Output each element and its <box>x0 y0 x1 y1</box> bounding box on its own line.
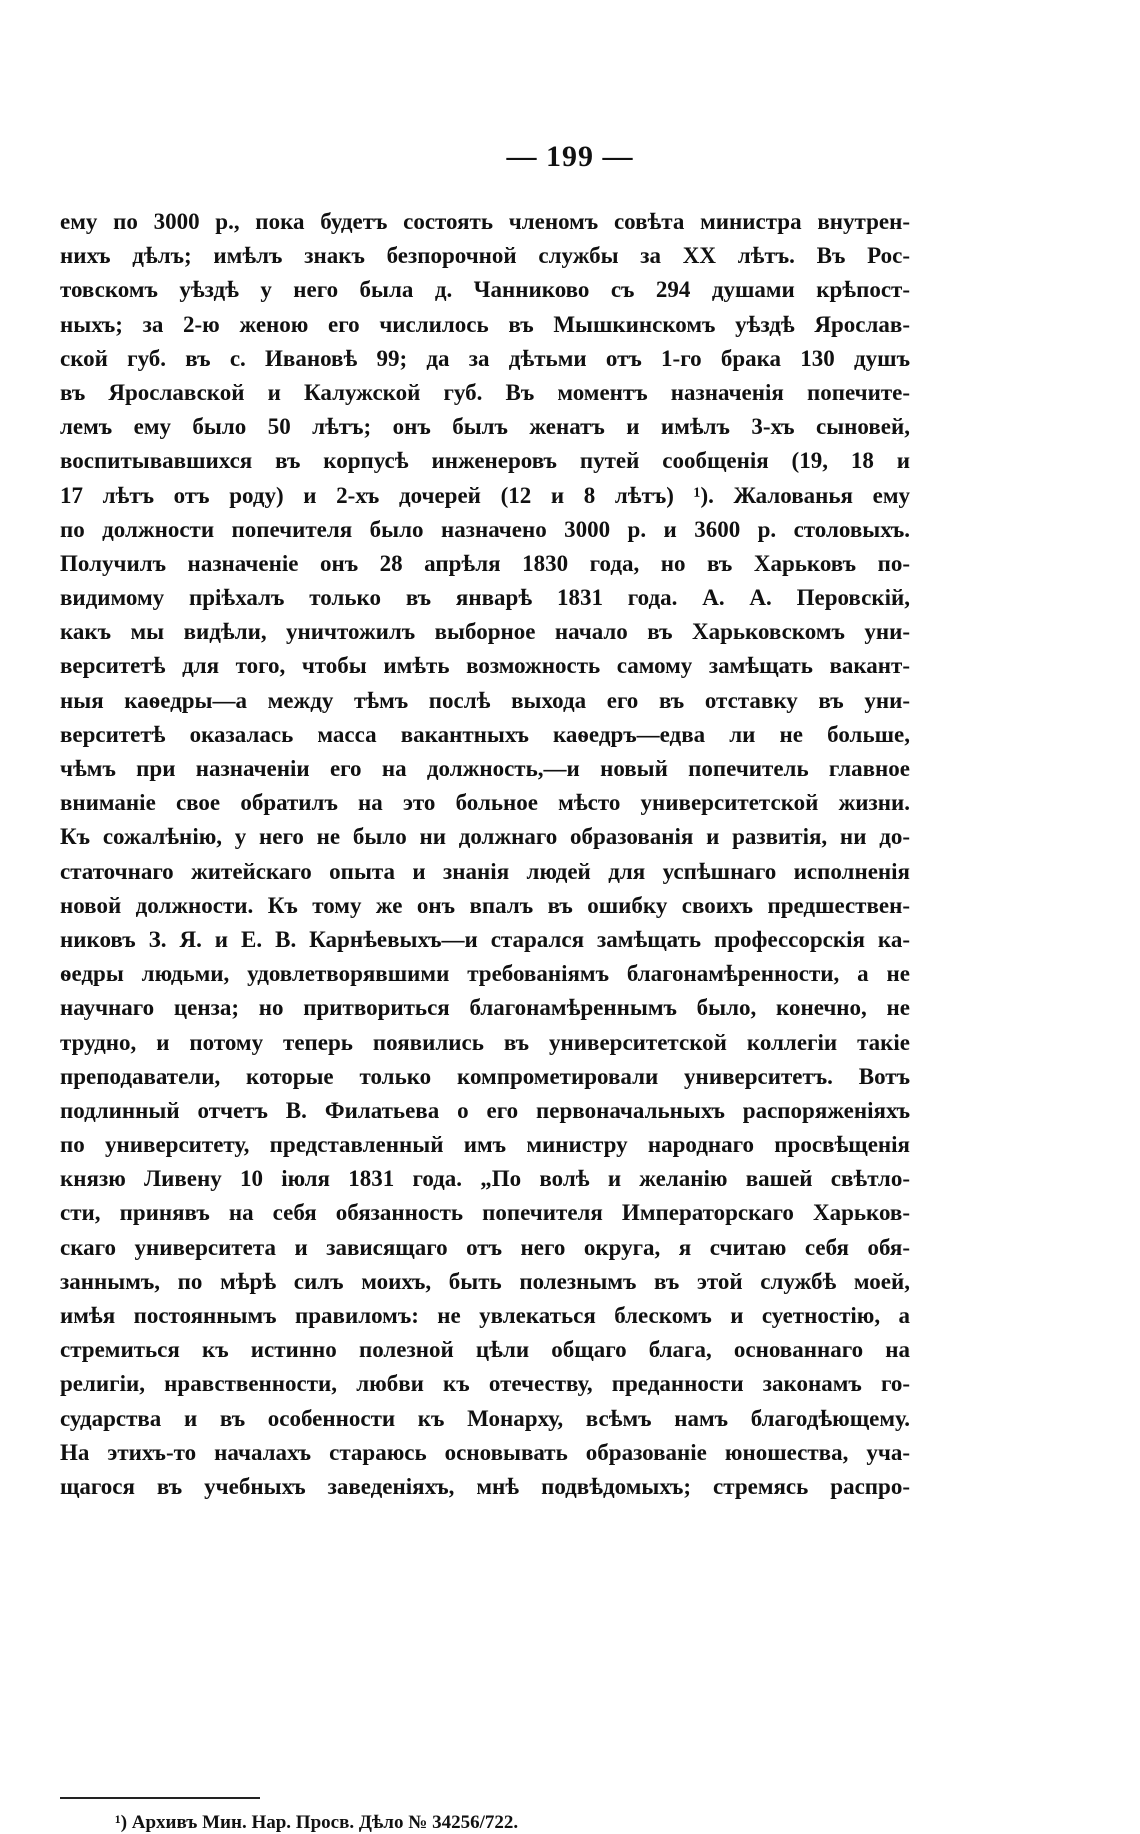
text-line: лемъ ему было 50 лѣтъ; онъ былъ женатъ и имѣлъ 3-хъ сыновей, <box>60 414 910 440</box>
text-line: религіи, нравственности, любви къ отечеству, преданности законамъ го- <box>60 1371 910 1397</box>
footnote-rule <box>60 1797 260 1799</box>
text-line: подлинный отчетъ В. Филатьева о его первоначальныхъ распоряженіяхъ <box>60 1097 910 1123</box>
text-line: ныхъ; за 2-ю женою его числилось въ Мышкинскомъ уѣздѣ Ярослав- <box>60 311 910 337</box>
text-line: ныя каѳедры—а между тѣмъ послѣ выхода его въ отставку въ уни- <box>60 687 910 713</box>
text-line: ѳедры людьми, удовлетворявшими требованіямъ благонамѣренности, а не <box>60 961 910 987</box>
text-line: видимому пріѣхалъ только въ январѣ 1831 года. А. А. Перовскій, <box>60 585 910 611</box>
text-line: вниманіе свое обратилъ на это больное мѣсто университетской жизни. <box>60 790 910 816</box>
text-line: ской губ. въ с. Ивановѣ 99; да за дѣтьми отъ 1-го брака 130 душъ <box>60 345 910 371</box>
text-line: сти, принявъ на себя обязанность попечителя Императорскаго Харьков- <box>60 1200 910 1226</box>
text-line: воспитывавшихся въ корпусѣ инженеровъ путей сообщенія (19, 18 и <box>60 448 910 474</box>
text-line: верситетѣ оказалась масса вакантныхъ каѳедръ—едва ли не больше, <box>60 721 910 747</box>
text-line: по должности попечителя было назначено 3000 р. и 3600 р. столовыхъ. <box>60 516 910 542</box>
text-line: чѣмъ при назначеніи его на должность,—и новый попечитель главное <box>60 756 910 781</box>
text-line: князю Ливену 10 іюля 1831 года. „По волѣ и желанію вашей свѣтло- <box>60 1166 910 1192</box>
text-line: скаго университета и зависящаго отъ него округа, я считаю себя обя- <box>60 1234 910 1260</box>
text-line: щагося въ учебныхъ заведеніяхъ, мнѣ подвѣдомыхъ; стремясь распро- <box>60 1473 910 1499</box>
body-text <box>60 205 910 1504</box>
text-line: 17 лѣтъ отъ роду) и 2-хъ дочерей (12 и 8 лѣтъ) ¹). Жалованья ему <box>60 482 910 508</box>
text-line: никовъ З. Я. и Е. В. Карнѣевыхъ—и старался замѣщать профессорскія ка- <box>60 926 910 952</box>
text-line: сударства и въ особенности къ Монарху, всѣмъ намъ благодѣющему. <box>60 1405 910 1431</box>
text-line: трудно, и потому теперь появились въ университетской коллегіи такіе <box>60 1029 910 1055</box>
text-line: нихъ дѣлъ; имѣлъ знакъ безпорочной службы за XX лѣтъ. Въ Рос- <box>60 243 910 269</box>
page-number: — 199 — <box>506 140 634 173</box>
text-line: товскомъ уѣздѣ у него была д. Чанниково съ 294 душами крѣпост- <box>60 277 910 303</box>
text-line: имѣя постояннымъ правиломъ: не увлекаться блескомъ и суетностію, а <box>60 1303 910 1328</box>
text-line: стремиться къ истинно полезной цѣли общаго блага, основаннаго на <box>60 1337 910 1363</box>
text-line: новой должности. Къ тому же онъ впалъ въ ошибку своихъ предшествен- <box>60 892 910 918</box>
text-line: въ Ярославской и Калужской губ. Въ моментъ назначенія попечите- <box>60 379 910 405</box>
text-line: заннымъ, по мѣрѣ силъ моихъ, быть полезнымъ въ этой службѣ моей, <box>60 1268 910 1294</box>
text-line: ему по 3000 р., пока будетъ состоять членомъ совѣта министра внутрен- <box>60 209 910 234</box>
text-line: какъ мы видѣли, уничтожилъ выборное начало въ Харьковскомъ уни- <box>60 619 910 645</box>
footnote: ¹) Архивъ Мин. Нар. Просв. Дѣло № 34256/722. <box>115 1812 519 1833</box>
text-line: На этихъ-то началахъ стараюсь основывать образованіе юношества, уча- <box>60 1439 910 1465</box>
text-line: статочнаго житейскаго опыта и знанія людей для успѣшнаго исполненія <box>60 858 910 884</box>
text-line: Получилъ назначеніе онъ 28 апрѣля 1830 года, но въ Харьковъ по- <box>60 550 910 576</box>
text-line: Къ сожалѣнію, у него не было ни должнаго образованія и развитія, ни до- <box>60 824 910 850</box>
text-line: по университету, представленный имъ министру народнаго просвѣщенія <box>60 1132 910 1158</box>
text-line: верситетѣ для того, чтобы имѣть возможность самому замѣщать вакант- <box>60 653 910 679</box>
text-line: преподаватели, которые только компрометировали университетъ. Вотъ <box>60 1063 910 1089</box>
text-line: научнаго ценза; но притвориться благонамѣреннымъ было, конечно, не <box>60 995 910 1021</box>
